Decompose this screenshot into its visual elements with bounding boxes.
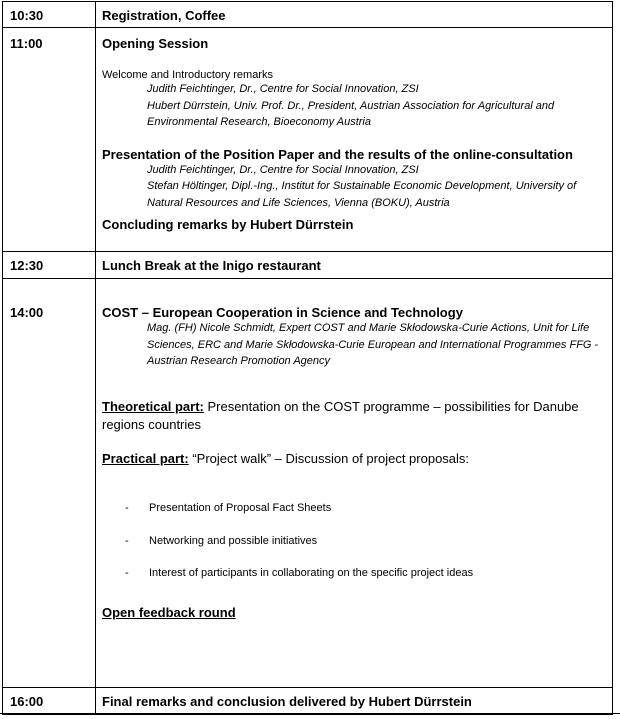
theoretical-part <box>102 398 612 434</box>
concluding-remarks: Concluding remarks by Hubert Dürrstein <box>102 217 354 232</box>
practical-text: “Project walk” – Discussion of project proposals: <box>188 450 470 466</box>
bullet-dash: - <box>125 501 129 514</box>
row-time: 16:00 <box>3 688 96 715</box>
agenda-row-registration <box>3 2 613 28</box>
welcome-heading: Welcome and Introductory remarks <box>102 69 273 81</box>
bullet-text: Interest of participants in collaborating on the specific project ideas <box>149 566 474 579</box>
cost-session-title: COST – European Cooperation in Science and Technology <box>102 305 463 320</box>
cost-session-cell <box>96 279 613 688</box>
row-time: 10:30 <box>3 2 96 28</box>
theoretical-label: Theoretical part: <box>102 398 204 414</box>
row-time: 11:00 <box>3 28 96 252</box>
welcome-speaker: Judith Feichtinger, Dr., Centre for Social Innovation, ZSI <box>147 83 419 95</box>
cost-speaker: Mag. (FH) Nicole Schmidt, Expert COST and Marie Skłodowska-Curie Actions, Unit for Life Sciences, ERC and Marie Skłodowska-Curie European and International Programmes FFG - Austrian Research Promotion Agency <box>147 322 599 367</box>
agenda-row-cost <box>3 279 613 688</box>
opening-session-cell <box>96 28 613 252</box>
opening-session-title: Opening Session <box>102 36 209 51</box>
open-feedback-round: Open feedback round <box>102 604 236 620</box>
welcome-speaker: Hubert Dürrstein, Univ. Prof. Dr., President, Austrian Association for Agricultural and Environmental Research, Bioeconomy Austria <box>147 99 555 128</box>
agenda-table <box>2 1 613 715</box>
bullet-dash: - <box>125 566 129 579</box>
row-title: Registration, Coffee <box>96 2 613 28</box>
bullet-text: Presentation of Proposal Fact Sheets <box>149 501 332 514</box>
presentation-title: Presentation of the Position Paper and the results of the online-consultation <box>102 146 573 162</box>
list-item <box>102 502 612 514</box>
presentation-speaker: Judith Feichtinger, Dr., Centre for Social Innovation, ZSI <box>147 163 419 176</box>
row-title: Lunch Break at the Inigo restaurant <box>96 252 613 279</box>
row-time: 14:00 <box>3 279 96 688</box>
list-item <box>102 567 612 579</box>
bullet-dash: - <box>125 534 129 547</box>
theoretical-text: Presentation on the COST programme – possibilities for Danube regions countries <box>102 398 579 432</box>
practical-label: Practical part: <box>102 450 189 466</box>
practical-part <box>102 450 612 468</box>
agenda-row-lunch <box>3 252 613 279</box>
agenda-row-opening <box>3 28 613 252</box>
presentation-speaker: Stefan Höltinger, Dipl.-Ing., Institut for Sustainable Economic Development, University of Natural Resources and Life Sciences, Vienna (BOKU), Austria <box>147 180 577 209</box>
bullet-text: Networking and possible initiatives <box>149 534 318 547</box>
row-time: 12:30 <box>3 252 96 279</box>
agenda-row-final <box>3 688 613 715</box>
list-item <box>102 535 612 547</box>
row-title: Final remarks and conclusion delivered by Hubert Dürrstein <box>96 688 613 715</box>
